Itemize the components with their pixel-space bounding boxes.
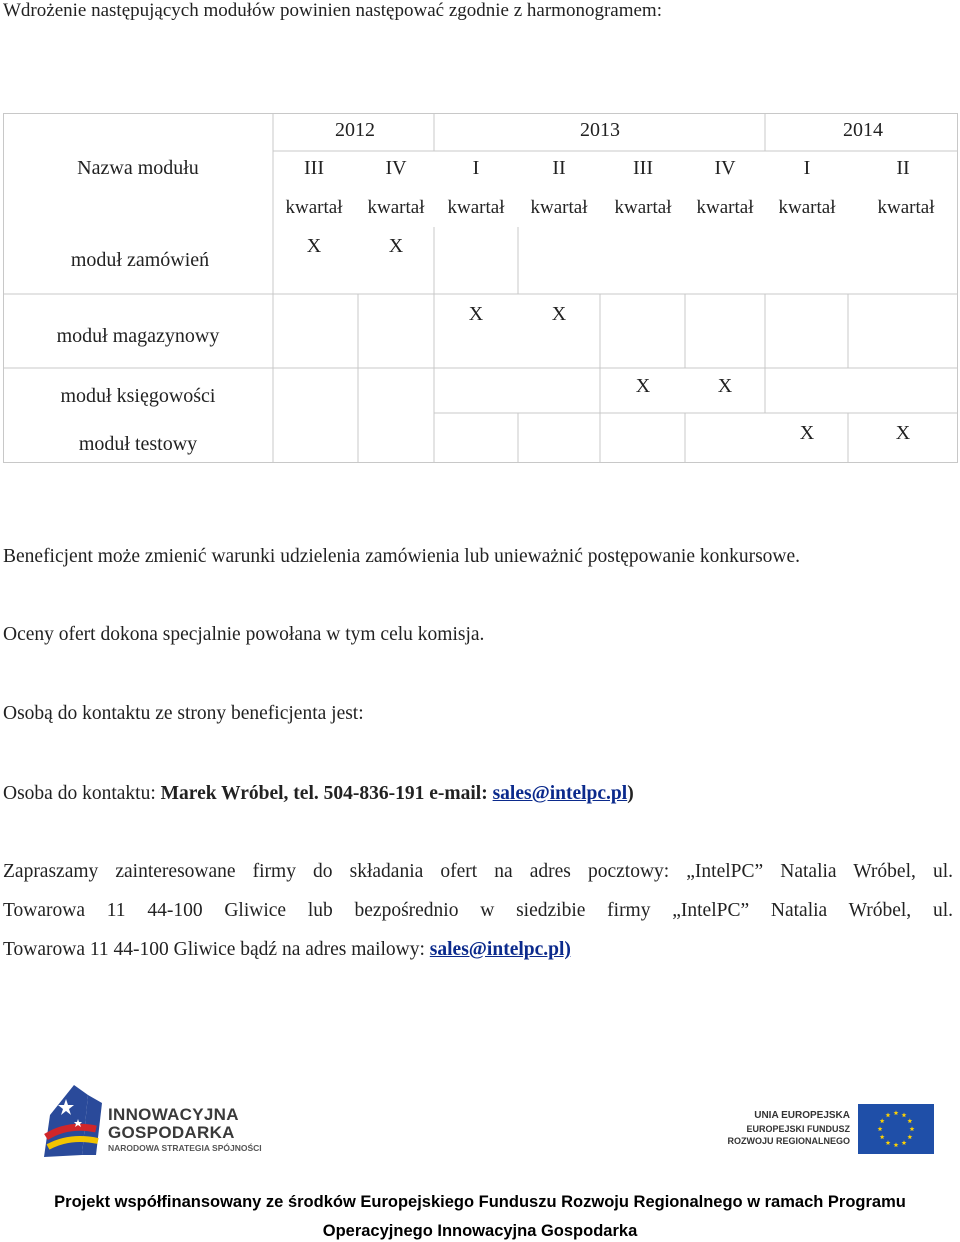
invite-line-1: Zapraszamy zainteresowane firmy do składania ofert na adres pocztowy: „IntelPC” Natalia Wróbel, ul.: [3, 861, 953, 882]
eu-logo-line3: ROZWOJU REGIONALNEGO: [727, 1136, 850, 1146]
ig-logo-line3: NARODOWA STRATEGIA SPÓJNOŚCI: [108, 1143, 262, 1153]
quarter-word: kwartał: [367, 197, 425, 218]
contact-prefix: Osoba do kontaktu:: [3, 783, 161, 804]
table-row-label: moduł księgowości: [60, 385, 216, 407]
ig-logo-line2: GOSPODARKA: [108, 1123, 235, 1142]
schedule-mark: X: [551, 303, 567, 325]
paragraph-conditions: Beneficjent może zmienić warunki udzielenia zamówienia lub unieważnić postępowanie konkursowe.: [3, 546, 801, 567]
schedule-mark: X: [717, 375, 733, 397]
schedule-table: [3, 113, 958, 463]
quarter-word: kwartał: [696, 197, 754, 218]
footer-line-1: Projekt współfinansowany ze środków Europejskiego Funduszu Rozwoju Regionalnego w ramach Programu: [54, 1193, 906, 1211]
module-name-header: Nazwa modułu: [77, 157, 199, 179]
quarter-label: I: [803, 157, 811, 179]
quarter-word: kwartał: [614, 197, 672, 218]
eu-logo-line1: UNIA EUROPEJSKA: [754, 1110, 850, 1121]
paragraph-commission: Oceny ofert dokona specjalnie powołana w tym celu komisja.: [3, 624, 485, 645]
quarter-label: I: [472, 157, 480, 179]
paragraph-contact-intro: Osobą do kontaktu ze strony beneficjenta jest:: [3, 703, 364, 724]
invite-line-3: [3, 937, 571, 963]
table-row-label: moduł zamówień: [70, 249, 210, 271]
footer-line-2: Operacyjnego Innowacyjna Gospodarka: [322, 1222, 638, 1240]
ig-emblem-icon: [44, 1085, 104, 1157]
ig-logo-line1: INNOWACYJNA: [108, 1105, 239, 1124]
quarter-label: III: [304, 157, 324, 179]
eu-logo: [722, 1104, 934, 1156]
innowacyjna-gospodarka-logo: [44, 1085, 274, 1160]
quarter-word: kwartał: [447, 197, 505, 218]
quarter-word: kwartał: [778, 197, 836, 218]
schedule-mark: X: [388, 235, 404, 257]
quarter-label: IV: [714, 157, 736, 179]
table-row-label: moduł magazynowy: [56, 325, 220, 347]
quarter-label: II: [552, 157, 566, 179]
table-row-label: moduł testowy: [78, 433, 198, 455]
contact-email-link[interactable]: sales@intelpc.pl: [492, 783, 628, 804]
contact-details: Marek Wróbel, tel. 504-836-191 e-mail:: [160, 783, 493, 804]
year-2014: 2014: [843, 119, 883, 141]
quarter-word: kwartał: [285, 197, 343, 218]
schedule-mark: X: [895, 422, 911, 444]
quarter-label: II: [896, 157, 910, 179]
contact-line: [3, 781, 634, 807]
quarter-label: III: [633, 157, 653, 179]
contact-suffix: ): [627, 783, 634, 804]
invite-line-2: Towarowa 11 44-100 Gliwice lub bezpośrednio w siedzibie firmy „IntelPC” Natalia Wróbel, ul.: [3, 900, 953, 921]
schedule-mark: X: [468, 303, 484, 325]
quarter-word: kwartał: [530, 197, 588, 218]
schedule-mark: X: [799, 422, 815, 444]
invite-email-link[interactable]: sales@intelpc.pl): [429, 939, 571, 960]
year-2012: 2012: [335, 119, 375, 141]
quarter-label: IV: [385, 157, 407, 179]
eu-flag-icon: [858, 1104, 934, 1154]
invite-line-3-text: Towarowa 11 44-100 Gliwice bądź na adres mailowy:: [3, 939, 430, 960]
quarter-word: kwartał: [877, 197, 935, 218]
eu-logo-line2: EUROPEJSKI FUNDUSZ: [746, 1124, 850, 1134]
schedule-mark: X: [306, 235, 322, 257]
intro-text: Wdrożenie następujących modułów powinien następować zgodnie z harmonogramem:: [3, 0, 662, 21]
schedule-mark: X: [635, 375, 651, 397]
year-2013: 2013: [580, 119, 620, 141]
